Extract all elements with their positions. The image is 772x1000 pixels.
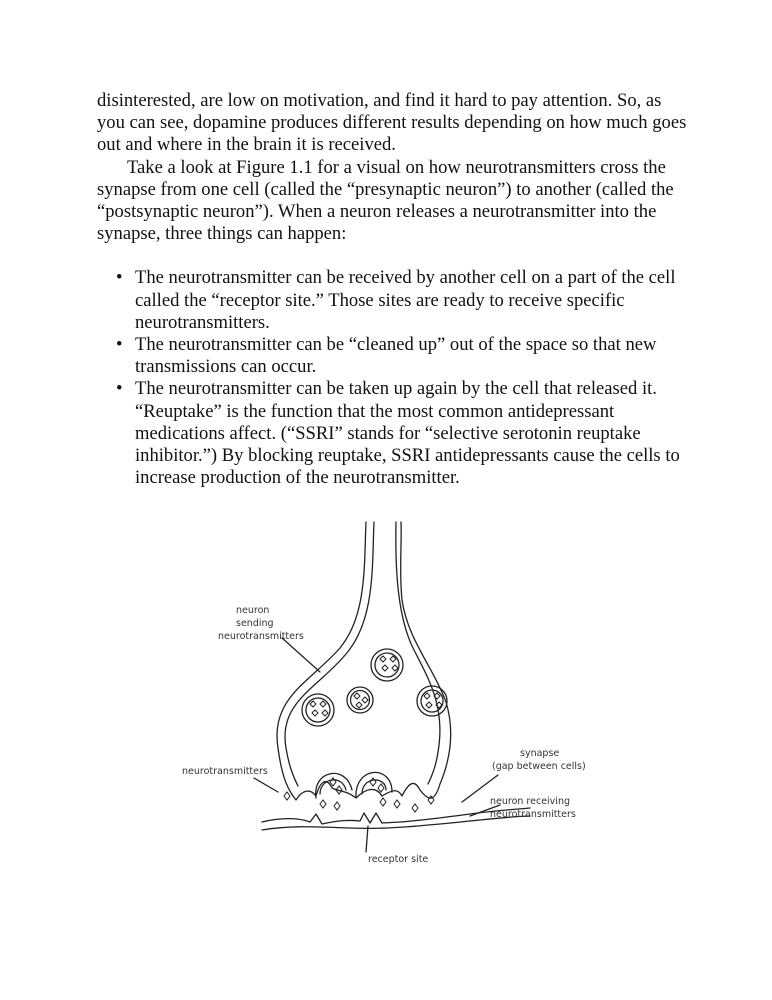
label-sending-line1: neuron: [236, 605, 270, 616]
neurotransmitter-icon: [354, 693, 368, 708]
bullet-icon: •: [116, 334, 123, 356]
bullet-item-cleaned-up: [116, 334, 687, 378]
presynaptic-neuron-outline: [277, 522, 451, 800]
label-synapse-line1: synapse: [520, 748, 560, 759]
label-receiving-line2: neurotransmitters: [490, 809, 576, 820]
bullet-icon: •: [116, 378, 123, 400]
paragraph-figure-intro: Take a look at Figure 1.1 for a visual on how neurotransmitters cross the synapse from one cell (called the “presynaptic neuron”) to another (called the “postsynaptic neuron”). When a neuron releases a neurotransmitter into the synapse, three things can happen:: [97, 156, 674, 245]
label-receiving-line1: neuron receiving: [490, 796, 570, 807]
presynaptic-membrane: [285, 522, 440, 786]
bullet-text: The neurotransmitter can be “cleaned up” out of the space so that new transmissions can occur.: [135, 334, 657, 378]
synapse-diagram: [170, 520, 610, 880]
paragraph-continuation: disinterested, are low on motivation, and find it hard to pay attention. So, as you can see, dopamine produces different results depending on how much goes out and where in the brain it is received.: [97, 90, 687, 156]
vesicle: [421, 690, 443, 712]
label-neurotransmitters: neurotransmitters: [182, 766, 268, 777]
neurotransmitter-icon: [424, 693, 442, 708]
label-sending-line2: sending: [236, 618, 274, 629]
bullet-item-reuptake: [116, 378, 687, 489]
body-text: [97, 90, 687, 489]
bullet-list: [97, 267, 687, 489]
leader-line-receptor: [366, 826, 368, 852]
vesicle: [302, 694, 334, 726]
leader-line-sending: [282, 638, 320, 672]
synapse-illustration: [170, 520, 610, 880]
neurotransmitter-icon: [380, 656, 398, 671]
vesicle: [371, 649, 403, 681]
label-receptor-site: receptor site: [368, 854, 429, 865]
bullet-item-received: [116, 267, 687, 334]
leader-line-neurotransmitters: [254, 778, 278, 792]
bullet-text: The neurotransmitter can be taken up again by the cell that released it. “Reuptake” is the function that the most common antidepressant medications affect. (“SSRI” stands for “selective serotonin reuptake inhibitor.”) By blocking reuptake, SSRI antidepressants cause the cells to increase production of the neurotransmitter.: [135, 378, 680, 489]
neurotransmitter-icon: [310, 701, 328, 716]
label-sending-line3: neurotransmitters: [218, 631, 304, 642]
vesicle: [306, 698, 330, 722]
bullet-icon: •: [116, 267, 123, 289]
label-synapse-line2: (gap between cells): [492, 761, 586, 772]
bullet-text: The neurotransmitter can be received by another cell on a part of the cell called the “receptor site.” Those sites are ready to receive specific neurotransmitters.: [135, 267, 676, 333]
